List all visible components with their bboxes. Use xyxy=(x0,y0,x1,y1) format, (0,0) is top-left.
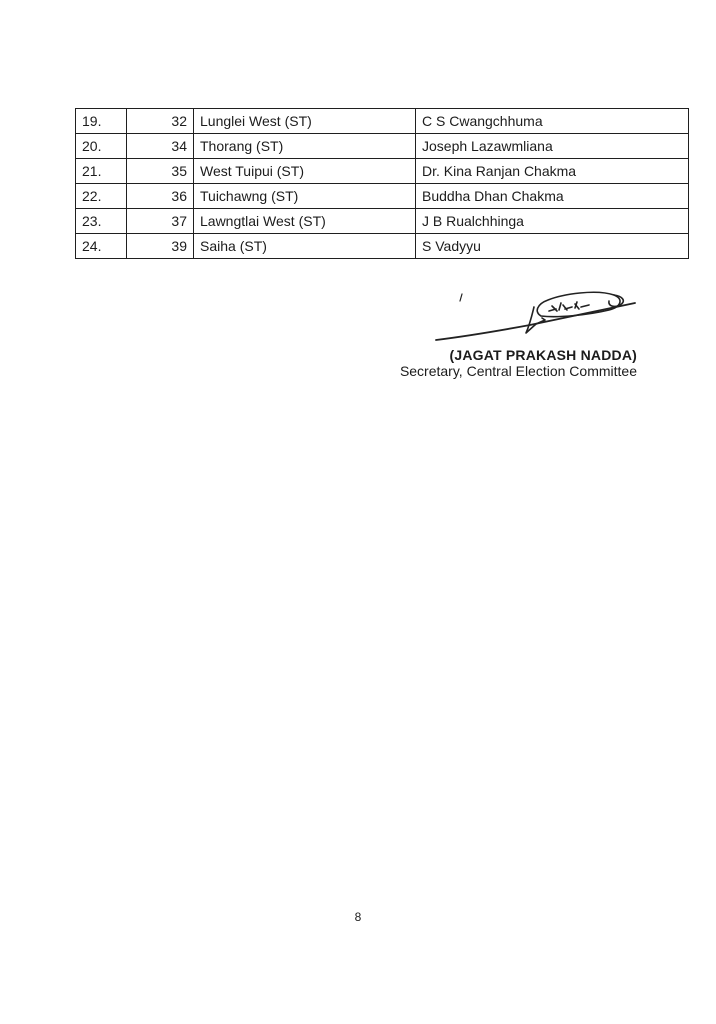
serial-cell: 20. xyxy=(76,134,127,159)
constituency-name-cell: Lunglei West (ST) xyxy=(194,109,416,134)
constituency-number-cell: 34 xyxy=(127,134,194,159)
constituency-name-cell: Thorang (ST) xyxy=(194,134,416,159)
signatory-block xyxy=(400,348,637,379)
constituency-number-cell: 37 xyxy=(127,209,194,234)
table-row xyxy=(76,184,689,209)
constituency-number-cell: 35 xyxy=(127,159,194,184)
constituency-name-cell: Tuichawng (ST) xyxy=(194,184,416,209)
constituency-number-cell: 39 xyxy=(127,234,194,259)
candidate-name-cell: S Vadyyu xyxy=(416,234,689,259)
constituency-name-cell: Saiha (ST) xyxy=(194,234,416,259)
table-row xyxy=(76,159,689,184)
signatory-title: Secretary, Central Election Committee xyxy=(399,362,637,379)
constituency-number-cell: 32 xyxy=(127,109,194,134)
page-number: 8 xyxy=(354,910,362,924)
candidate-name-cell: Joseph Lazawmliana xyxy=(416,134,689,159)
serial-cell: 24. xyxy=(76,234,127,259)
table-row xyxy=(76,109,689,134)
constituency-number-cell: 36 xyxy=(127,184,194,209)
candidate-table xyxy=(75,108,689,259)
candidate-name-cell: Buddha Dhan Chakma xyxy=(416,184,689,209)
serial-cell: 19. xyxy=(76,109,127,134)
signatory-name: (JAGAT PRAKASH NADDA) xyxy=(449,347,637,363)
signature-scribble-icon xyxy=(428,282,646,346)
constituency-name-cell: West Tuipui (ST) xyxy=(194,159,416,184)
serial-cell: 23. xyxy=(76,209,127,234)
candidate-name-cell: J B Rualchhinga xyxy=(416,209,689,234)
serial-cell: 21. xyxy=(76,159,127,184)
candidate-name-cell: Dr. Kina Ranjan Chakma xyxy=(416,159,689,184)
constituency-name-cell: Lawngtlai West (ST) xyxy=(194,209,416,234)
serial-cell: 22. xyxy=(76,184,127,209)
candidate-name-cell: C S Cwangchhuma xyxy=(416,109,689,134)
table-row xyxy=(76,134,689,159)
table-row xyxy=(76,209,689,234)
table-row xyxy=(76,234,689,259)
